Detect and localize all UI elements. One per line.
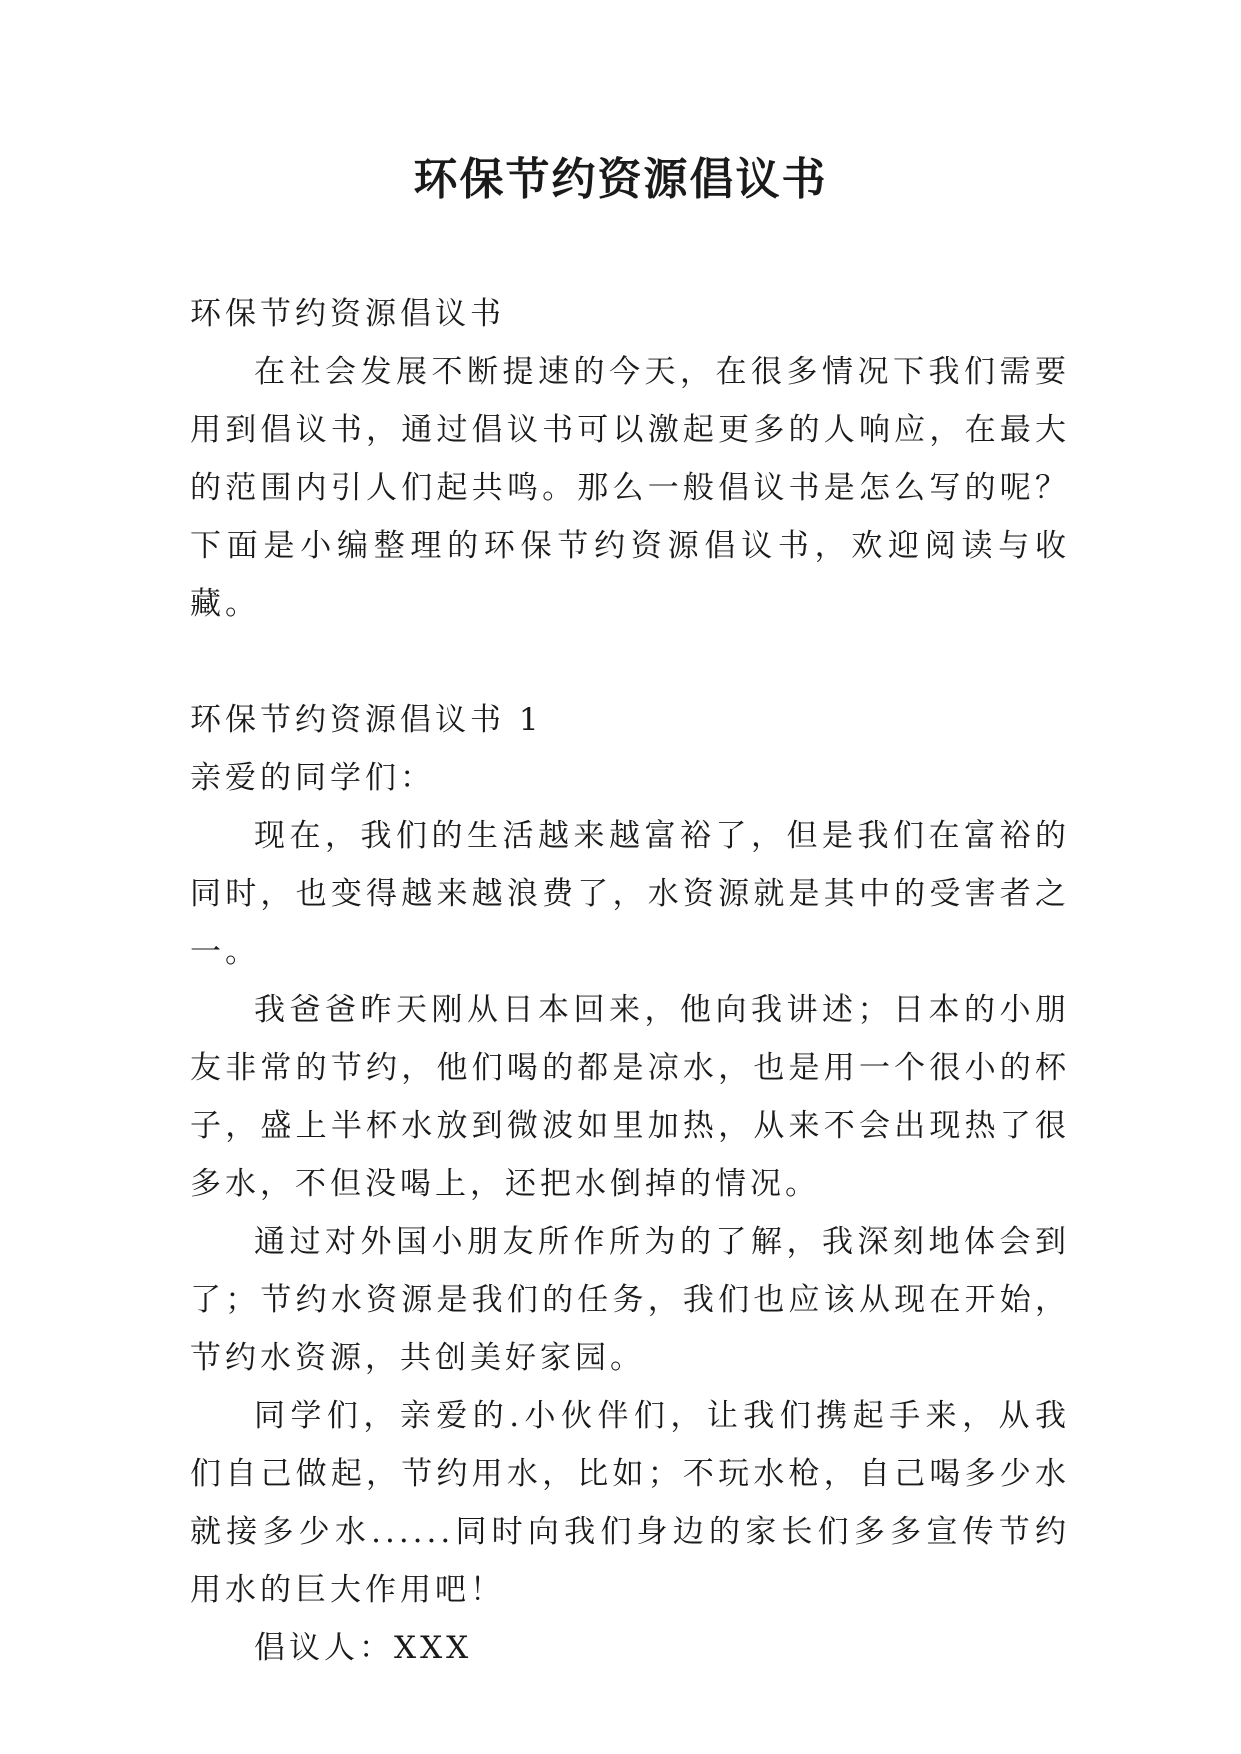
salutation: 亲爱的同学们：	[190, 760, 435, 796]
section-heading: 环保节约资源倡议书 1	[190, 702, 543, 738]
body-paragraph-2: 我爸爸昨天刚从日本回来，他向我讲述；日本的小朋友非常的节约，他们喝的都是凉水，也是用一个很小的杯子，盛上半杯水放到微波如里加热，从来不会出现热了很多水，不但没喝上，还把水倒掉的情况。	[190, 992, 1070, 1202]
body-paragraph-3: 通过对外国小朋友所作所为的了解，我深刻地体会到了；节约水资源是我们的任务，我们也应该从现在开始，节约水资源，共创美好家园。	[190, 1224, 1070, 1376]
paragraph-spacer	[190, 633, 1070, 691]
signature: 倡议人：XXX	[254, 1630, 473, 1666]
document-body	[190, 285, 1070, 1677]
document-title: 环保节约资源倡议书	[413, 154, 828, 205]
intro-paragraph: 在社会发展不断提速的今天，在很多情况下我们需要用到倡议书，通过倡议书可以激起更多的人响应，在最大的范围内引人们起共鸣。那么一般倡议书是怎么写的呢？下面是小编整理的环保节约资源倡议书，欢迎阅读与收藏。	[190, 354, 1070, 622]
body-paragraph-4: 同学们，亲爱的.小伙伴们，让我们携起手来，从我们自己做起，节约用水，比如；不玩水枪，自己喝多少水就接多少水......同时向我们身边的家长们多多宣传节约用水的巨大作用吧！	[190, 1398, 1070, 1608]
body-paragraph-1: 现在，我们的生活越来越富裕了，但是我们在富裕的同时，也变得越来越浪费了，水资源就是其中的受害者之一。	[190, 818, 1070, 970]
document-subtitle: 环保节约资源倡议书	[190, 296, 505, 332]
